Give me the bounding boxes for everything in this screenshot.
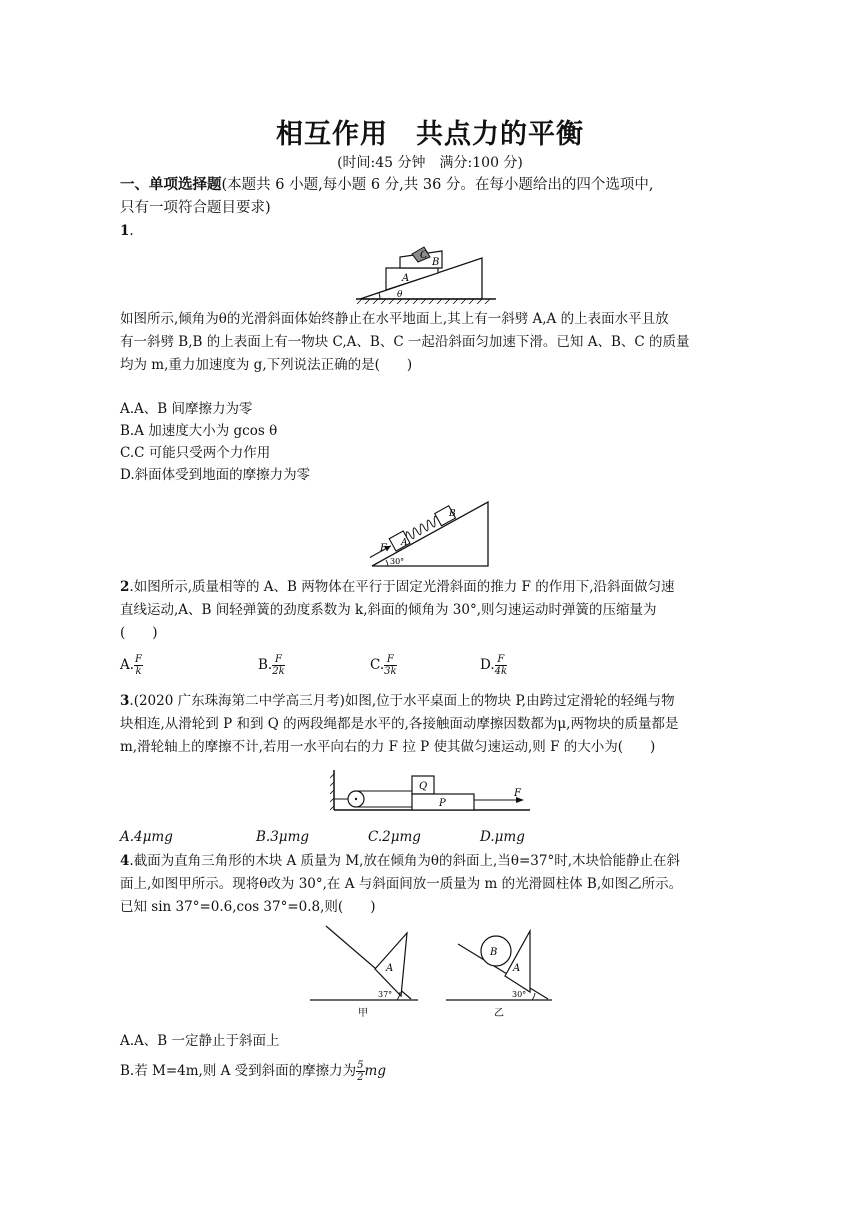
q1-option-c[interactable]: C.C 可能只受两个力作用 xyxy=(120,445,271,461)
figure-q4-jia xyxy=(308,924,420,1020)
section-heading xyxy=(120,174,740,220)
q2-stem-line2: 直线运动,A、B 间轻弹簧的劲度系数为 k,斜面的倾角为 30°,则匀速运动时弹簧的压缩量为 xyxy=(120,602,657,618)
q4-option-a[interactable]: A.A、B 一定静止于斜面上 xyxy=(120,1033,280,1049)
label-q: Q xyxy=(419,781,428,792)
section-note-line1: (本题共 6 小题,每小题 6 分,共 36 分。在每小题给出的四个选项中, xyxy=(221,177,654,193)
q3-stem-line2: 块相连,从滑轮到 P 和到 Q 的两段绳都是水平的,各接触面动摩擦因数都为μ,两物块的质量都是 xyxy=(120,716,679,732)
q3-option-d[interactable]: D.μmg xyxy=(480,829,525,845)
figure-q4-yi xyxy=(444,924,554,1020)
q4-stem-line1: .截面为直角三角形的木块 A 质量为 M,放在倾角为θ的斜面上,当θ=37°时,木块恰能静止在斜 xyxy=(129,853,681,869)
q2-stem-line3: ( ) xyxy=(120,625,158,641)
q4-stem-line2: 面上,如图甲所示。现将θ改为 30°,在 A 与斜面间放一质量为 m 的光滑圆柱体 B,如图乙所示。 xyxy=(120,876,683,892)
figure-q3 xyxy=(330,764,538,814)
label-a: A xyxy=(401,538,408,548)
q1-stem-line1: 如图所示,倾角为θ的光滑斜面体始终静止在水平地面上,其上有一斜劈 A,A 的上表面水平且放 xyxy=(120,311,669,327)
q2-number: 2 xyxy=(120,579,130,595)
label-a: A xyxy=(402,273,410,284)
q3-stem-line1: .(2020 广东珠海第二中学高三月考)如图,位于水平桌面上的物块 P,由跨过定滑轮的轻绳与物 xyxy=(129,693,675,709)
q1-option-b[interactable]: B.A 加速度大小为 gcos θ xyxy=(120,423,278,439)
caption-yi: 乙 xyxy=(494,1008,504,1019)
q2-option-b[interactable]: B. $\frac{F}{2k}$ xyxy=(258,654,285,677)
q1-option-a[interactable]: A.A、B 间摩擦力为零 xyxy=(120,401,253,417)
label-c: C xyxy=(420,250,428,261)
label-a-yi: A xyxy=(513,963,521,974)
section-note-line2: 只有一项符合题目要求) xyxy=(120,200,271,216)
label-b: B xyxy=(432,257,440,268)
q4-stem-line3: 已知 sin 37°=0.6,cos 37°=0.8,则( ) xyxy=(120,899,376,915)
q1-stem-line2: 有一斜劈 B,B 的上表面上有一物块 C,A、B、C 一起沿斜面匀加速下滑。已知 A、B、C 的质量 xyxy=(120,334,690,350)
q3-stem-line3: m,滑轮轴上的摩擦不计,若用一水平向右的力 F 拉 P 使其做匀速运动,则 F 的大小为( ) xyxy=(120,739,656,755)
question-1-number: 1. xyxy=(120,223,134,239)
caption-jia: 甲 xyxy=(358,1008,368,1019)
question-3-options xyxy=(120,826,740,848)
q2-stem-line1: .如图所示,质量相等的 A、B 两物体在平行于固定光滑斜面的推力 F 的作用下,沿斜面做匀速 xyxy=(129,579,675,595)
q4-number: 4 xyxy=(120,853,130,869)
q2-option-a[interactable]: A. $\frac{F}{k}$ xyxy=(120,654,142,677)
label-f: F xyxy=(380,543,387,554)
question-1-stem xyxy=(120,308,740,377)
question-1-options xyxy=(120,398,740,486)
label-p: P xyxy=(439,798,446,809)
q3-option-c[interactable]: C.2μmg xyxy=(368,829,421,845)
label-f: F xyxy=(514,788,521,799)
q4-option-b[interactable]: B.若 M=4m,则 A 受到斜面的摩擦力为 $\frac{5}{2}$ mg xyxy=(120,1060,386,1083)
label-b: B xyxy=(490,947,498,958)
exam-time-info: (时间:45 分钟 满分:100 分) xyxy=(337,155,523,171)
q3-option-b[interactable]: B.3μmg xyxy=(256,829,310,845)
figure-q2 xyxy=(366,494,494,568)
label-30deg: 30° xyxy=(512,990,527,999)
question-2-options xyxy=(120,654,740,684)
page-title: 相互作用 共点力的平衡 xyxy=(276,119,584,150)
question-3-stem xyxy=(120,690,740,759)
wedge-a-yi xyxy=(505,931,530,992)
q3-option-a[interactable]: A.4μmg xyxy=(120,829,173,845)
label-b: B xyxy=(449,509,456,519)
label-30deg: 30° xyxy=(390,557,405,566)
figure-q1 xyxy=(350,236,500,304)
q1-option-d[interactable]: D.斜面体受到地面的摩擦力为零 xyxy=(120,467,311,483)
q3-number: 3 xyxy=(120,693,130,709)
section-title: 一、单项选择题 xyxy=(120,177,222,193)
label-a-jia: A xyxy=(386,963,394,974)
label-theta: θ xyxy=(397,290,403,300)
q1-stem-line3: 均为 m,重力加速度为 g,下列说法正确的是( ) xyxy=(120,357,413,373)
q2-option-d[interactable]: D. $\frac{F}{4k}$ xyxy=(480,654,508,677)
wedge-a xyxy=(386,268,438,290)
label-37deg: 37° xyxy=(378,990,393,999)
question-2-stem xyxy=(120,576,740,645)
question-4-stem xyxy=(120,850,740,919)
q2-option-c[interactable]: C. $\frac{F}{3k}$ xyxy=(370,654,397,677)
spring xyxy=(404,516,440,541)
